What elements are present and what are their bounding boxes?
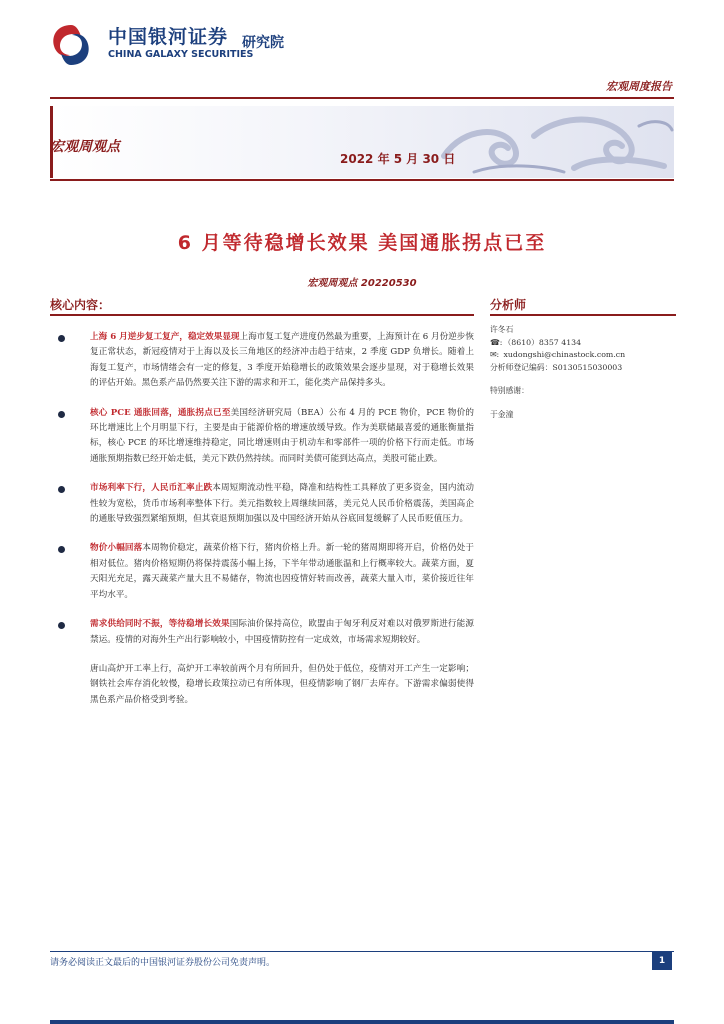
item-text: 本周短期流动性平稳，降准和结构性工具释放了更多资金，国内流动性较为宽松，货币市场利率整体下行。美元指数较上周继续回落，美元兑人民币价格震荡，美国高企的通胀导致强烈紧缩预期，但其衰退预期加强以及中国经济开始从谷底回复缓解了人民币贬值压力。 xyxy=(90,483,474,525)
bullet-icon xyxy=(58,335,65,342)
item-lead: 上海 6 月逆步复工复产，稳定效果显现 xyxy=(90,332,240,342)
item-text: 上海市复工复产进度仍然最为重要，上海预计在 6 月份逆步恢复正常状态，新冠疫情对于上海以及长三角地区的经济冲击趋于结束，2 季度 GDP 负增长。随着上海复工复产，市场情绪会有一定的修复，3 季度开始稳增长的政策效果会逐步显现，对于稳增长效果的评估开始。黑色系产品仍然要关注下游的需求和开工，能化类产品保持多头。 xyxy=(90,332,474,389)
bullet-icon xyxy=(58,546,65,553)
brand-name-en: CHINA GALAXY SECURITIES xyxy=(108,49,254,60)
bullet-icon xyxy=(58,486,65,493)
header-divider xyxy=(50,97,674,99)
page-number: 1 xyxy=(652,952,672,970)
core-divider xyxy=(50,314,474,316)
brand-name-cn: 中国银河证券 xyxy=(108,26,229,48)
phone-icon: ☎: xyxy=(490,337,503,347)
footer-divider xyxy=(50,951,674,952)
item-lead: 物价小幅回落 xyxy=(90,543,143,554)
banner-divider xyxy=(50,179,674,181)
disclaimer: 请务必阅读正文最后的中国银河证券股份公司免责声明。 xyxy=(50,958,276,968)
cloud-pattern-icon xyxy=(414,106,674,178)
footer-bar xyxy=(50,1020,674,1024)
analyst-phone: （8610）8357 4134 xyxy=(503,337,582,347)
body-paragraph: 唐山高炉开工率上行，高炉开工率较前两个月有所回升，但仍处于低位，疫情对开工产生一定影响；钢铁社会库存消化较慢，稳增长政策拉动已有所体现，但疫情影响了钢厂去库存。下游需求偏弱使得黑色系产品价格受到考验。 xyxy=(90,663,474,705)
analyst-divider xyxy=(490,314,676,316)
item-text: 本周物价稳定，蔬菜价格下行，猪肉价格上升。新一轮的猪周期即将开启，价格仍处于相对低位。猪肉价格短期仍将保持震荡小幅上扬，下半年带动通胀温和上行概率较大。蔬菜方面，夏天阳光充足，露天蔬菜产量大且不易储存，物流也因疫情好转而改善，蔬菜大量入市，菜价接近往年平均水平。 xyxy=(90,543,474,600)
bullet-icon xyxy=(58,411,65,418)
list-item xyxy=(50,406,474,468)
item-lead: 需求供给同时不振，等待稳增长效果 xyxy=(90,619,230,630)
item-text: 国际油价保持高位，欧盟由于匈牙利反对难以对俄罗斯进行能源禁运。疫情的对海外生产出行影响较小，中国疫情防控有一定成效，市场需求短期较好。 xyxy=(90,619,474,645)
list-item xyxy=(50,481,474,527)
analyst-cert: 分析师登记编码：S0130515030003 xyxy=(490,362,623,372)
report-subtitle: 宏观周观点 20220530 xyxy=(307,278,417,289)
series-title: 宏观周观点 xyxy=(50,139,120,155)
banner xyxy=(50,106,674,178)
item-text: 美国经济研究局（BEA）公布 4 月的 PCE 物价，PCE 物价的环比增速比上个月明显下行，主要是由于能源价格的增速放缓导致。作为美联储最喜爱的通胀衡量指标，核心 PCE 的环比增速维持稳定，同比增速则由于机动车和零部件一项的价格下行而走低。市场通胀预期指数已经开始走低，美元下跌仍然持续。而同时美债可能到达高点，美股可能止跌。 xyxy=(90,407,474,464)
analyst-heading: 分析师 xyxy=(490,298,527,312)
list-item xyxy=(50,541,474,603)
core-content xyxy=(50,330,474,708)
item-lead: 核心 PCE 通胀回落，通胀拐点已至 xyxy=(90,407,231,418)
analyst-email[interactable]: xudongshi@chinastock.com.cn xyxy=(503,350,626,360)
item-lead: 市场利率下行，人民币汇率止跌 xyxy=(90,483,213,494)
core-content-heading: 核心内容： xyxy=(50,298,111,312)
analyst-block xyxy=(490,324,676,422)
report-title: 6 月等待稳增长效果 美国通胀拐点已至 xyxy=(177,232,547,254)
thanks-label: 特别感谢： xyxy=(490,386,529,396)
mail-icon: ✉: xyxy=(490,350,500,360)
institute-label: 研究院 xyxy=(242,35,284,51)
report-date: 2022 年 5 月 30 日 xyxy=(340,152,456,166)
report-type: 宏观周度报告 xyxy=(606,80,672,93)
analyst-name: 许冬石 xyxy=(490,325,514,334)
bullet-icon xyxy=(58,622,65,629)
list-item xyxy=(50,617,474,648)
list-item xyxy=(50,330,474,392)
galaxy-logo-icon xyxy=(48,22,94,68)
thanks-name: 于金潼 xyxy=(490,409,514,419)
